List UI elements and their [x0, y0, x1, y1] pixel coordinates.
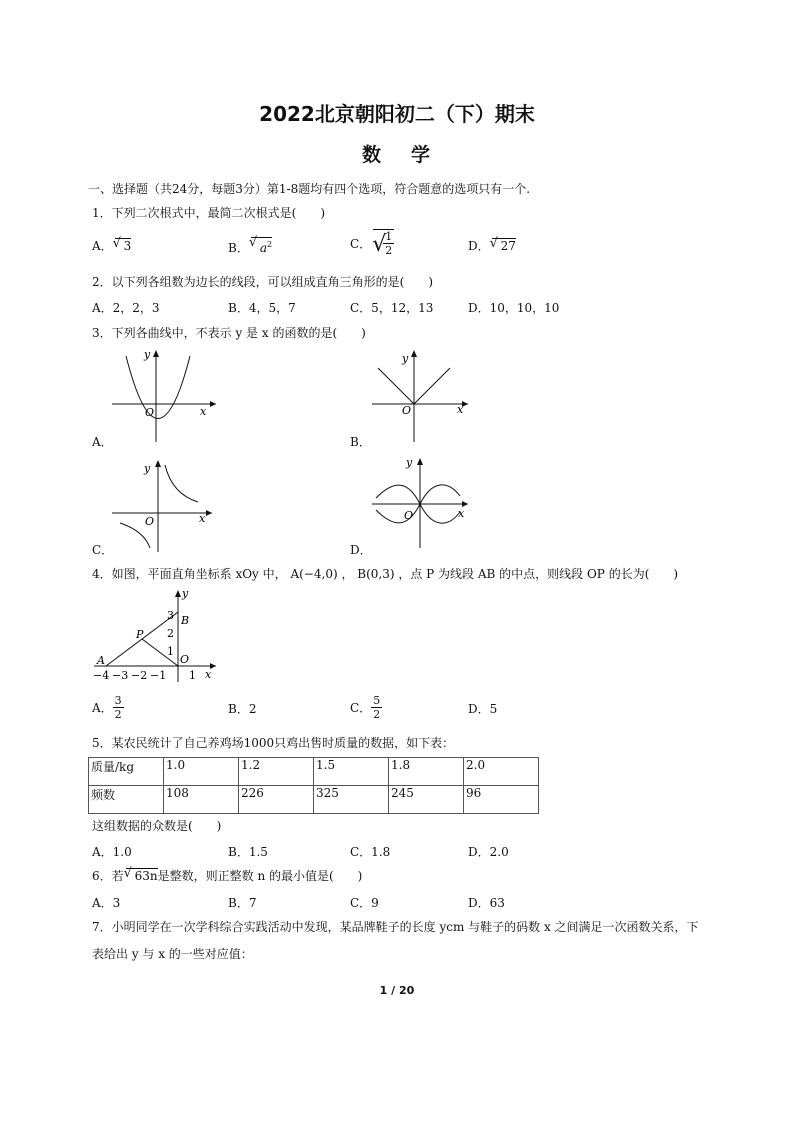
- q6-option-b[interactable]: B．7: [228, 896, 257, 910]
- q3c-x-label: x: [199, 512, 206, 525]
- q4-option-b[interactable]: B．2: [228, 702, 257, 716]
- q4-a-fraction: [113, 694, 124, 721]
- q3d-y-label: y: [406, 456, 413, 469]
- q4-y-label: y: [182, 587, 189, 600]
- q3-stem: 3．下列各曲线中，不表示 y 是 x 的函数的是( ): [92, 326, 366, 340]
- q4-point-p: P: [136, 628, 144, 641]
- q5-option-d[interactable]: D．2.0: [468, 845, 509, 859]
- q1-c-num: 1: [385, 230, 393, 243]
- q2-option-b[interactable]: B．4，5，7: [228, 301, 296, 315]
- q5-cell: 96: [464, 786, 539, 814]
- q3-option-d[interactable]: D．: [350, 543, 372, 557]
- q3a-x-label: x: [200, 405, 207, 418]
- q1-b-radical: [251, 237, 272, 255]
- q4-a-num: 3: [114, 694, 122, 707]
- q2-option-c[interactable]: C．5，12，13: [350, 301, 434, 315]
- q5-cell: 1.5: [314, 758, 389, 786]
- q3-graph-b: [368, 346, 473, 446]
- q4-ytick-0: 1: [167, 645, 174, 658]
- q4-c-label: C．: [350, 701, 372, 715]
- q5-cell: 1.2: [239, 758, 314, 786]
- q6-option-c[interactable]: C．9: [350, 896, 379, 910]
- q4-point-o: O: [180, 653, 190, 666]
- q2-option-d[interactable]: D．10，10，10: [468, 301, 560, 315]
- q4-option-d[interactable]: D．5: [468, 702, 498, 716]
- q1-option-c[interactable]: [350, 229, 394, 257]
- q3a-y-label: y: [144, 348, 151, 361]
- q5-cell: 226: [239, 786, 314, 814]
- q3d-x-label: x: [458, 507, 465, 520]
- q3-option-a[interactable]: A．: [92, 435, 113, 449]
- q1-b-exp: 2: [266, 240, 273, 249]
- q4-c-fraction: [371, 694, 382, 721]
- q2-stem: 2．以下列各组数为边长的线段，可以组成直角三角形的是( ): [92, 275, 434, 289]
- q4-figure: [90, 586, 220, 686]
- q4-point-b: B: [181, 614, 190, 627]
- q3-graph-d: [368, 454, 473, 554]
- q5-cell: 频数: [89, 786, 164, 814]
- q3-graph-c: [108, 456, 218, 556]
- q6-stem: [92, 867, 362, 884]
- q5-stem: 5．某农民统计了自己养鸡场1000只鸡出售时质量的数据，如下表：: [92, 736, 455, 750]
- q5-cell: 2.0: [464, 758, 539, 786]
- q5-cell: 245: [389, 786, 464, 814]
- q4-x-label: x: [205, 668, 212, 681]
- q5-cell: 108: [164, 786, 239, 814]
- q4-xtick-3: −1: [150, 669, 167, 682]
- q4-option-c[interactable]: [350, 694, 382, 721]
- q4-c-den: 2: [373, 708, 381, 721]
- q1-stem: 1．下列二次根式中，最简二次根式是( ): [92, 206, 325, 220]
- q3c-origin-label: O: [145, 515, 155, 528]
- q4-point-a: A: [97, 654, 105, 667]
- q5-option-b[interactable]: B．1.5: [228, 845, 268, 859]
- section-heading: 一、选择题（共24分，每题3分）第1-8题均有四个选项，符合题意的选项只有一个.: [88, 182, 531, 196]
- q4-option-a[interactable]: [92, 694, 124, 721]
- q6-option-d[interactable]: D．63: [468, 896, 505, 910]
- q4-a-label: A．: [92, 701, 113, 715]
- q1-d-label: D．: [468, 239, 490, 253]
- q4-xtick-4: 1: [189, 669, 196, 682]
- q1-a-label: A．: [92, 239, 113, 253]
- q6-text-post: 是整数，则正整数 n 的最小值是( ): [157, 869, 363, 883]
- q5-cell: 质量/kg: [89, 758, 164, 786]
- q5-cell: 325: [314, 786, 389, 814]
- q3b-y-label: y: [402, 352, 409, 365]
- q4-stem: 4．如图，平面直角坐标系 xOy 中， A(−4,0) ， B(0,3) ，点 P 为线段 AB 的中点，则线段 OP 的长为( ): [92, 567, 679, 581]
- q4-xtick-0: −4: [93, 669, 110, 682]
- q5-table: [88, 757, 539, 814]
- q5-follow: 这组数据的众数是( ): [92, 819, 222, 833]
- q6-option-a[interactable]: A．3: [92, 896, 121, 910]
- q1-option-b[interactable]: [228, 237, 272, 256]
- q3-option-b[interactable]: B．: [350, 435, 371, 449]
- q3-graph-a: [108, 346, 223, 446]
- q3-option-c[interactable]: C．: [92, 543, 114, 557]
- q3a-origin-label: O: [145, 406, 155, 419]
- page-subject: 数学: [362, 144, 461, 166]
- q1-option-d[interactable]: [468, 237, 516, 254]
- q4-ytick-2: 3: [167, 609, 174, 622]
- page-number: 1 / 20: [379, 984, 415, 997]
- q3b-x-label: x: [457, 403, 464, 416]
- q4-a-den: 2: [114, 708, 122, 721]
- page-title: 2022北京朝阳初二（下）期末: [259, 102, 535, 126]
- q5-option-c[interactable]: C．1.8: [350, 845, 391, 859]
- q3d-origin-label: O: [404, 509, 414, 522]
- q3b-origin-label: O: [402, 404, 412, 417]
- q4-c-num: 5: [373, 694, 381, 707]
- q1-b-label: B．: [228, 241, 249, 255]
- q5-table-row: [89, 758, 539, 786]
- q2-option-a[interactable]: A．2，2，3: [92, 301, 160, 315]
- q3c-y-label: y: [144, 462, 151, 475]
- q1-b-var: a: [259, 241, 267, 255]
- q5-cell: 1.0: [164, 758, 239, 786]
- q4-ytick-1: 2: [167, 627, 174, 640]
- q7-stem-line1: 7．小明同学在一次学科综合实践活动中发现，某品牌鞋子的长度 ycm 与鞋子的码数 x 之间满足一次函数关系，下: [92, 920, 699, 934]
- q7-stem-line2: 表给出 y 与 x 的一些对应值：: [92, 947, 253, 961]
- q1-option-a[interactable]: [92, 237, 131, 254]
- q5-table-row: [89, 786, 539, 814]
- q5-option-a[interactable]: A．1.0: [92, 845, 132, 859]
- q4-xtick-2: −2: [131, 669, 148, 682]
- q1-c-radical: √ $\frac{1}{2}$: [372, 230, 393, 257]
- q6-text-pre: 6．若: [92, 869, 124, 883]
- q1-c-label: C．: [350, 237, 372, 251]
- q4-xtick-1: −3: [112, 669, 129, 682]
- q1-d-radical: √ 27: [492, 238, 516, 253]
- q6-radical: √ 63n: [126, 868, 158, 883]
- q1-a-radical: √ 3: [115, 238, 132, 253]
- q5-cell: 1.8: [389, 758, 464, 786]
- q1-c-den: 2: [385, 244, 393, 257]
